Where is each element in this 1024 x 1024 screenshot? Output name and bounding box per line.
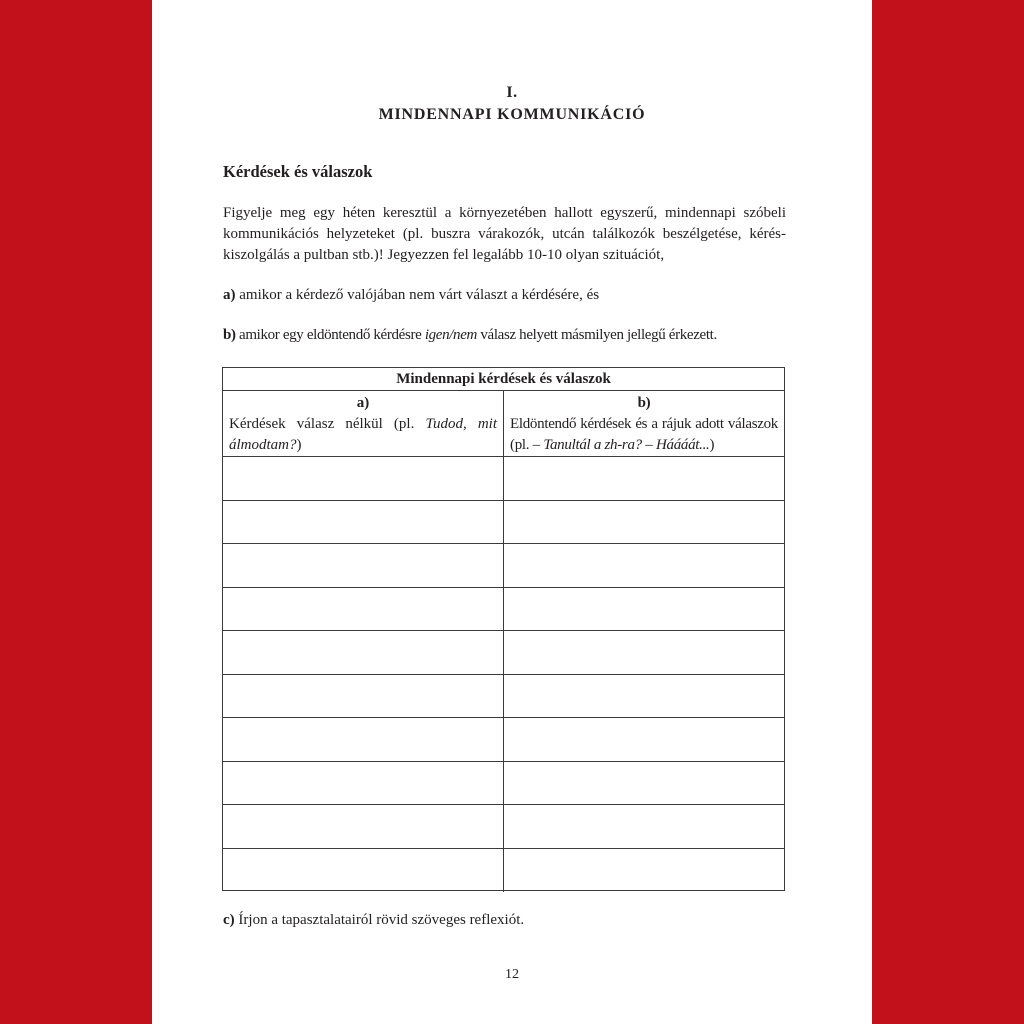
col-b-text-italic: – Tanultál a zh-ra? – Háááát... — [532, 437, 710, 453]
chapter-title: MINDENNAPI KOMMUNIKÁCIÓ — [378, 106, 646, 123]
table-cell-b — [504, 588, 784, 631]
table-cell-a — [223, 501, 504, 544]
table-body — [223, 457, 784, 892]
col-a-text-after: ) — [296, 437, 302, 453]
col-b-text-after: ) — [709, 437, 715, 453]
table-row — [223, 849, 784, 893]
task-b — [223, 325, 803, 346]
intro-paragraph: Figyelje meg egy héten keresztül a környezetében hallott egyszerű, mindennapi szóbeli kommunikációs helyzeteket (pl. buszra várakozók, utcán találkozók beszélgetése, kérés-kiszolgálás a pultban stb.)! Jegyezzen fel legalább 10-10 olyan szituációt, — [223, 205, 786, 263]
table-title: Mindennapi kérdések és válaszok — [223, 368, 784, 391]
table-row — [223, 501, 784, 545]
table-cell-a — [223, 544, 504, 587]
table-cell-a — [223, 675, 504, 718]
table-header-col-b — [504, 391, 784, 456]
task-c-label: c) — [223, 912, 235, 928]
chapter-number: I. — [506, 84, 518, 101]
table-cell-a — [223, 457, 504, 500]
task-a — [223, 285, 803, 306]
table-cell-b — [504, 718, 784, 761]
table-cell-b — [504, 805, 784, 848]
table-row — [223, 718, 784, 762]
table-row — [223, 544, 784, 588]
table-row — [223, 631, 784, 675]
table-cell-a — [223, 762, 504, 805]
table-cell-a — [223, 849, 504, 893]
section-heading: Kérdések és válaszok — [223, 162, 373, 181]
table-cell-b — [504, 544, 784, 587]
page — [152, 0, 872, 1024]
task-a-label: a) — [223, 287, 236, 303]
table-row — [223, 457, 784, 501]
table-header-col-a — [223, 391, 504, 456]
table-row — [223, 805, 784, 849]
col-b-letter: b) — [637, 395, 651, 411]
task-b-text-italic: igen/nem — [424, 327, 477, 343]
task-c — [223, 910, 803, 931]
table-cell-b — [504, 501, 784, 544]
task-b-text-after: válasz helyett másmilyen jellegű érkezett. — [480, 327, 717, 343]
task-b-label: b) — [223, 327, 236, 343]
right-red-band — [872, 0, 1024, 1024]
col-a-text-italic: Tudod, mit álmodtam? — [229, 416, 497, 453]
col-a-letter: a) — [356, 395, 370, 411]
left-red-band — [0, 0, 152, 1024]
table-cell-a — [223, 805, 504, 848]
table-cell-a — [223, 588, 504, 631]
col-b-text-before: Eldöntendő kérdések és a rájuk adott válaszok (pl. — [510, 416, 778, 453]
table-row — [223, 675, 784, 719]
task-b-text-before: amikor egy eldöntendő kérdésre — [239, 327, 422, 343]
table-cell-b — [504, 631, 784, 674]
table-cell-b — [504, 457, 784, 500]
table-cell-a — [223, 718, 504, 761]
page-number: 12 — [505, 967, 519, 982]
table-cell-a — [223, 631, 504, 674]
col-a-text-before: Kérdések válasz nélkül (pl. — [229, 416, 415, 432]
questions-table — [222, 367, 785, 891]
table-row — [223, 762, 784, 806]
table-header — [223, 391, 784, 457]
table-cell-b — [504, 849, 784, 893]
table-cell-b — [504, 762, 784, 805]
table-row — [223, 588, 784, 632]
table-cell-b — [504, 675, 784, 718]
task-c-text: Írjon a tapasztalatairól rövid szöveges reflexiót. — [238, 912, 525, 928]
task-a-text: amikor a kérdező valójában nem várt választ a kérdésére, és — [239, 287, 600, 303]
